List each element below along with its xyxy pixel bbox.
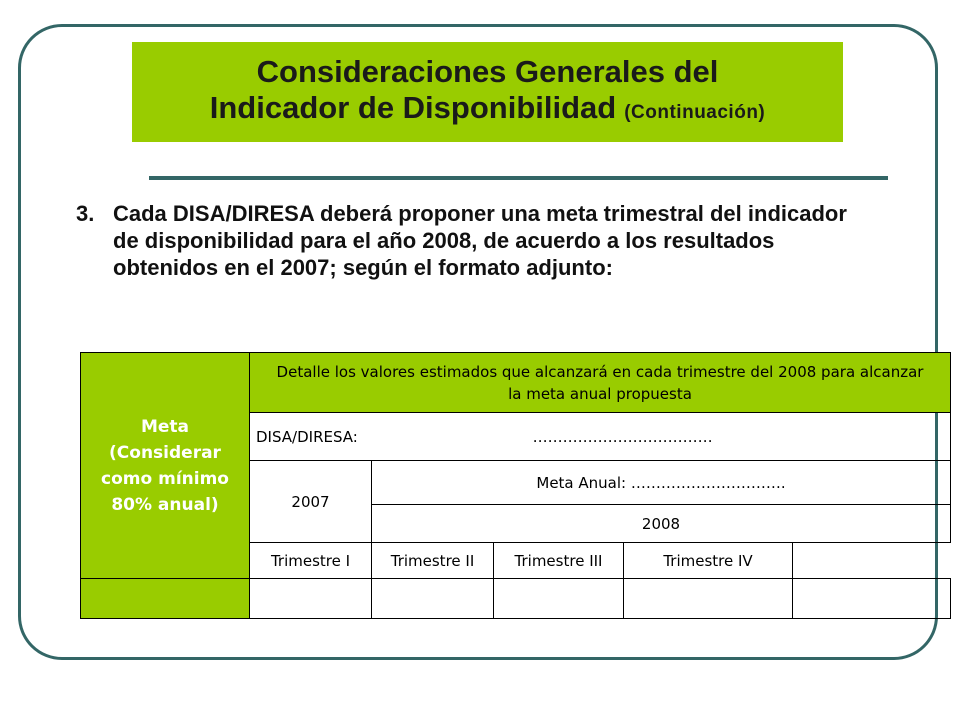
divider-rule [149, 176, 888, 180]
quarter-1-cell: Trimestre I [250, 543, 372, 579]
year-2008-cell: 2008 [372, 505, 951, 543]
title-box [132, 42, 843, 142]
format-table [80, 352, 951, 619]
year-2007-cell: 2007 [250, 461, 372, 543]
table-header: Detalle los valores estimados que alcanzará en cada trimestre del 2008 para alcanzar la meta anual propuesta [250, 353, 951, 413]
disa-row [250, 413, 951, 461]
list-item-text: Cada DISA/DIRESA deberá proponer una meta trimestral del indicador de disponibilidad para el año 2008, de acuerdo a los resultados obtenidos en el 2007; según el formato adjunto: [113, 201, 847, 280]
title-suffix: (Continuación) [624, 101, 766, 123]
value-cell-q1[interactable] [372, 579, 494, 619]
meta-anual-cell: Meta Anual: …………………………. [372, 461, 951, 505]
quarter-4-cell: Trimestre IV [624, 543, 793, 579]
disa-dots: ……………………………… [532, 427, 713, 446]
title-line-2 [210, 90, 766, 131]
meta-cell [81, 353, 250, 579]
quarter-3-cell: Trimestre III [494, 543, 624, 579]
value-cell-q4[interactable] [793, 579, 951, 619]
list-item-number: 3. [76, 201, 95, 226]
title-line-1: Consideraciones Generales del [256, 53, 719, 89]
quarter-2-cell: Trimestre II [372, 543, 494, 579]
meta-label: Meta (Considerar como mínimo 80% anual) [101, 416, 229, 515]
value-cell-2007[interactable] [250, 579, 372, 619]
value-cell-q3[interactable] [624, 579, 793, 619]
meta-cell-bottom [81, 579, 250, 619]
disa-label: DISA/DIRESA: [256, 427, 358, 446]
value-cell-q2[interactable] [494, 579, 624, 619]
title-main: Indicador de Disponibilidad [209, 89, 617, 125]
